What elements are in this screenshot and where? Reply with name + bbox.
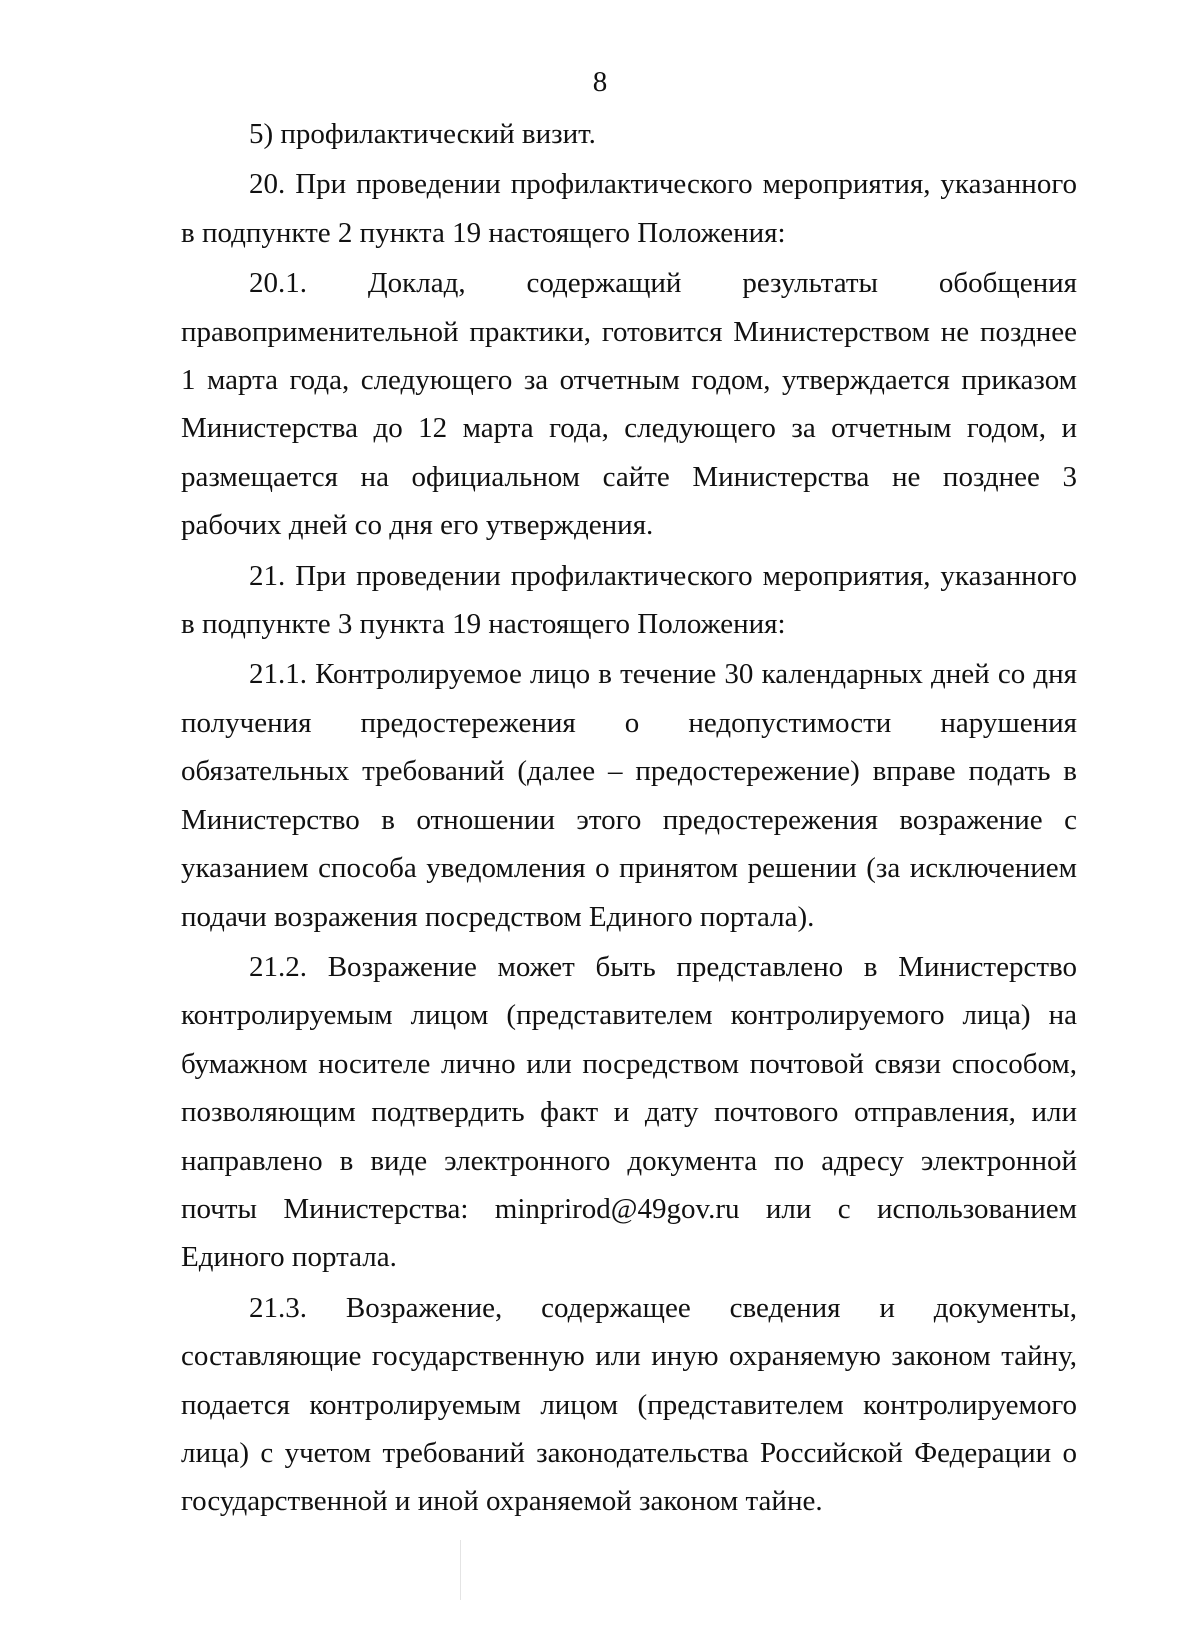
document-body bbox=[181, 110, 1077, 1526]
paragraph-21: 21. При проведении профилактического мероприятия, указанного в подпункте 3 пункта 19 настоящего Положения: bbox=[181, 559, 1077, 641]
paragraph-21-2: 21.2. Возражение может быть представлено в Министерство контролируемым лицом (представителем контролируемого лица) на бумажном носителе лично или посредством почтовой связи способом, позволяющим подтвердить факт и дату почтового отправления, или направлено в виде электронного документа по адресу электронной почты Министерства: minprirod@49gov.ru или с использованием Единого портала. bbox=[181, 950, 1077, 1274]
paragraph-21-3: 21.3. Возражение, содержащее сведения и документы, составляющие государственную или иную охраняемую законом тайну, подается контролируемым лицом (представителем контролируемого лица) с учетом требований законодательства Российской Федерации о государственной и иной охраняемой законом тайне. bbox=[181, 1291, 1077, 1518]
paragraph-21-1: 21.1. Контролируемое лицо в течение 30 календарных дней со дня получения предостережения о недопустимости нарушения обязательных требований (далее – предостережение) вправе подать в Министерство в отношении этого предостережения возражение с указанием способа уведомления о принятом решении (за исключением подачи возражения посредством Единого портала). bbox=[181, 658, 1077, 933]
scan-artifact-line bbox=[460, 1540, 461, 1600]
paragraph-item-5: 5) профилактический визит. bbox=[249, 118, 596, 150]
paragraph-20: 20. При проведении профилактического мероприятия, указанного в подпункте 2 пункта 19 настоящего Положения: bbox=[181, 168, 1077, 249]
paragraph-20-1: 20.1. Доклад, содержащий результаты обобщения правоприменительной практики, готовится Министерством не позднее 1 марта года, следующего за отчетным годом, утверждается приказом Министерства до 12 марта года, следующего за отчетным годом, и размещается на официальном сайте Министерства не позднее 3 рабочих дней со дня его утверждения. bbox=[181, 267, 1077, 542]
page-number: 8 bbox=[592, 66, 608, 98]
